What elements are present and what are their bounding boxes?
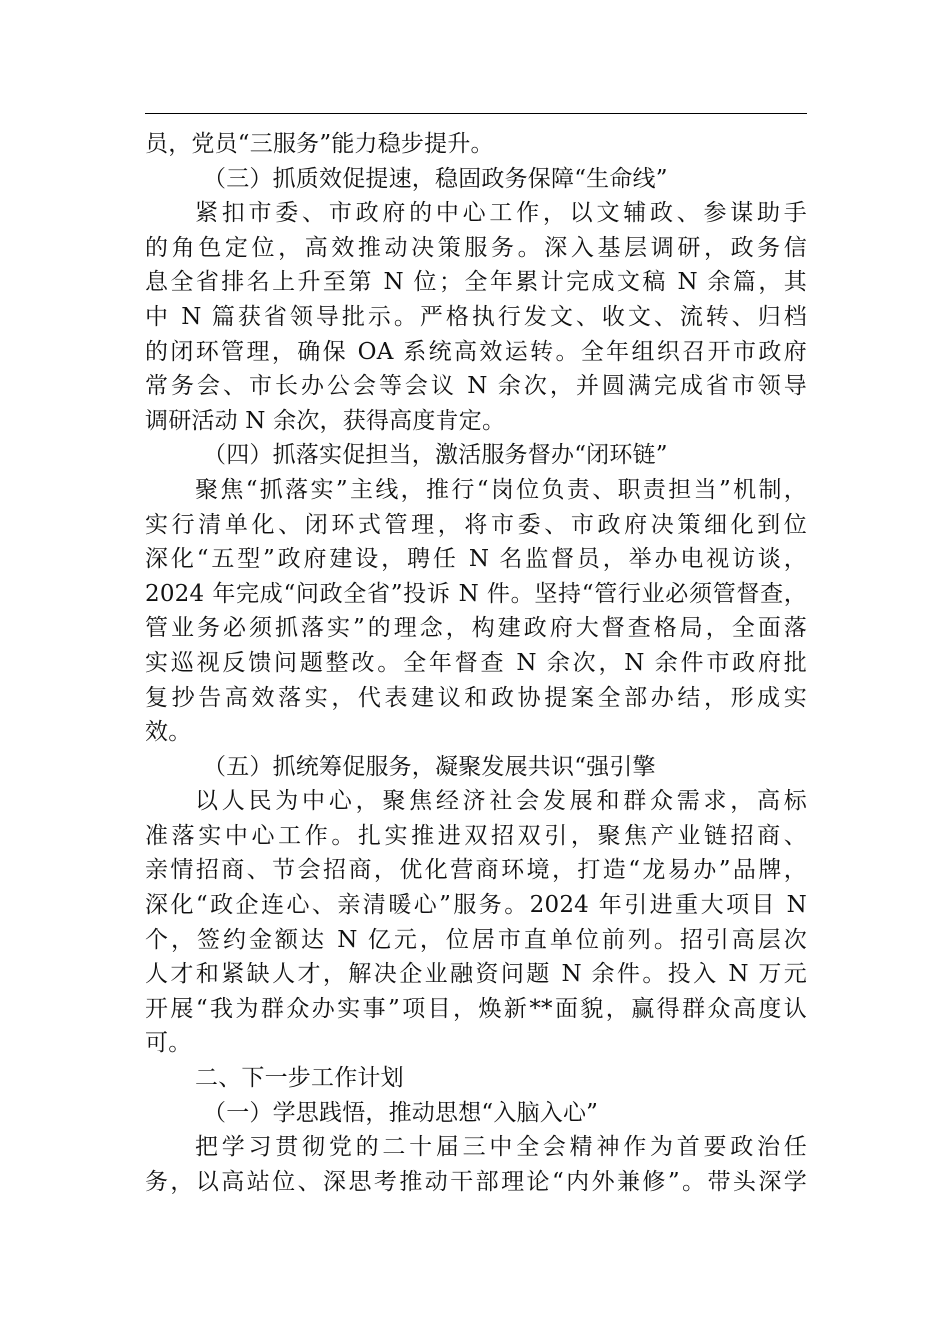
text-line: 的角色定位，高效推动决策服务。深入基层调研，政务信 <box>145 234 807 261</box>
text-line: 员，党员“三服务”能力稳步提升。 <box>145 131 494 157</box>
text-line: 可。 <box>145 1030 192 1057</box>
text-line: 实行清单化、闭环式管理，将市委、市政府决策细化到位 <box>145 511 807 538</box>
header-rule <box>145 113 807 114</box>
text-line: 常务会、市长办公会等会议 N 余次，并圆满完成省市领导 <box>145 373 807 400</box>
text-line: 聚焦“抓落实”主线，推行“岗位负责、职责担当”机制， <box>195 476 807 503</box>
text-line: 准落实中心工作。扎实推进双招双引，聚焦产业链招商、 <box>145 822 807 849</box>
text-line: 深化“五型”政府建设，聘任 N 名监督员，举办电视访谈， <box>145 546 807 573</box>
text-line: 复抄告高效落实，代表建议和政协提案全部办结，形成实 <box>145 684 807 711</box>
text-line: 调研活动 N 余次，获得高度肯定。 <box>145 407 506 434</box>
text-line: 人才和紧缺人才，解决企业融资问题 N 余件。投入 N 万元 <box>145 961 807 988</box>
section-heading: （四）抓落实促担当，激活服务督办“闭环链” <box>203 442 668 469</box>
text-line: 深化“政企连心、亲清暖心”服务。2024 年引进重大项目 N <box>145 892 807 919</box>
section-heading: （三）抓质效促提速，稳固政务保障“生命线” <box>203 165 668 192</box>
text-line: 把学习贯彻党的二十届三中全会精神作为首要政治任 <box>195 1134 807 1161</box>
text-line: 个，签约金额达 N 亿元，位居市直单位前列。招引高层次 <box>145 926 807 953</box>
text-line: 以人民为中心，聚焦经济社会发展和群众需求，高标 <box>195 788 807 815</box>
text-line: 中 N 篇获省领导批示。严格执行发文、收文、流转、归档 <box>145 303 807 330</box>
text-line: 亲情招商、节会招商，优化营商环境，打造“龙易办”品牌， <box>145 857 807 884</box>
text-line: 实巡视反馈问题整改。全年督查 N 余次，N 余件市政府批 <box>145 649 807 676</box>
text-line: 紧扣市委、市政府的中心工作，以文辅政、参谋助手 <box>195 200 807 227</box>
document-body <box>145 127 807 1199</box>
text-line: 2024 年完成“问政全省”投诉 N 件。坚持“管行业必须管督查， <box>145 580 807 607</box>
text-line: 效。 <box>145 719 192 746</box>
text-line: 息全省排名上升至第 N 位；全年累计完成文稿 N 余篇，其 <box>145 269 807 296</box>
section-heading: （一）学思践悟，推动思想“入脑入心” <box>203 1099 599 1126</box>
text-line: 的闭环管理，确保 OA 系统高效运转。全年组织召开市政府 <box>145 338 807 365</box>
text-line: 管业务必须抓落实”的理念，构建政府大督查格局，全面落 <box>145 615 807 642</box>
text-line: 开展“我为群众办实事”项目，焕新**面貌，赢得群众高度认 <box>145 995 807 1022</box>
section-heading: （五）抓统筹促服务，凝聚发展共识“强引擎 <box>203 753 656 780</box>
chapter-heading: 二、下一步工作计划 <box>195 1065 404 1092</box>
text-line: 务，以高站位、深思考推动干部理论“内外兼修”。带头深学 <box>145 1168 807 1195</box>
